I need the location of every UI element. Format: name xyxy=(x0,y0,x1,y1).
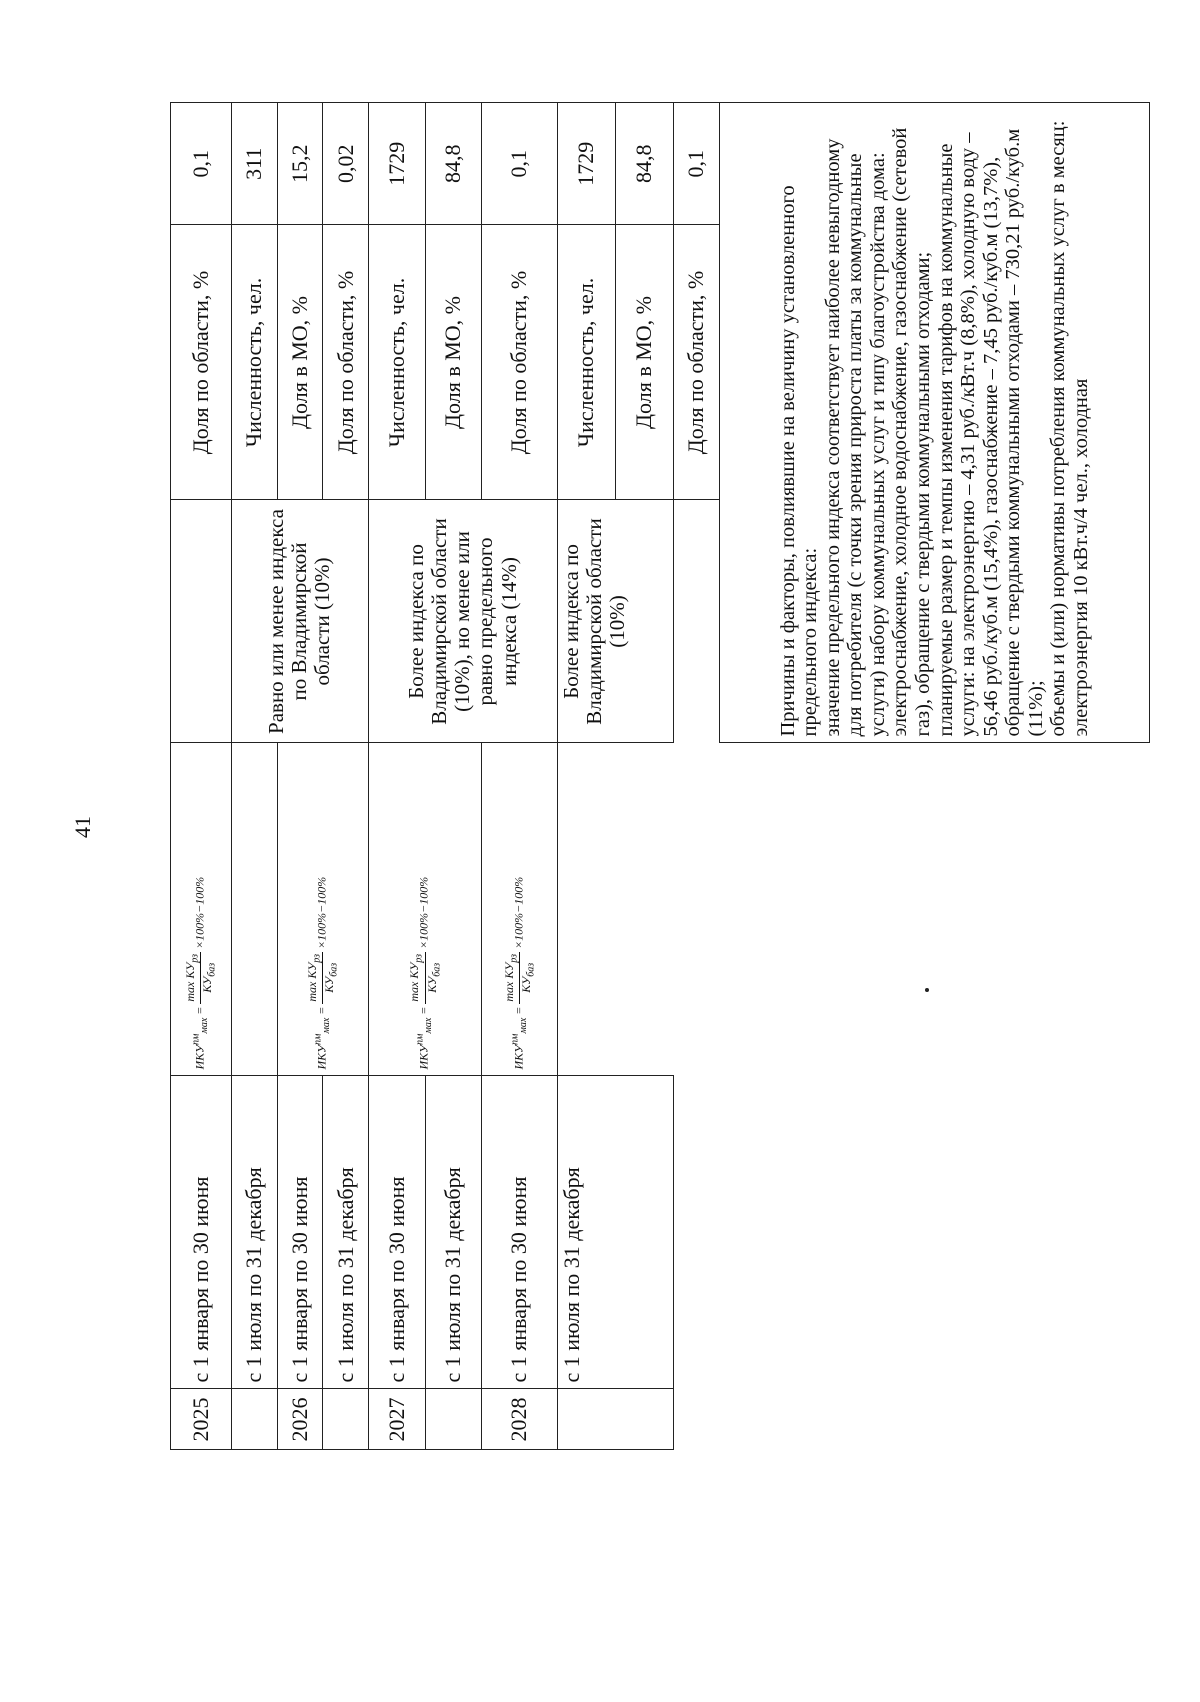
criteria-cell: Более индекса по Владимирской области (10%), но менее или равно предельного индекса (14%) xyxy=(368,500,557,743)
tariff-index-table xyxy=(170,102,1150,1462)
metric-value: 0,02 xyxy=(323,103,369,226)
period-cell: с 1 января по 30 июня xyxy=(277,1076,323,1389)
year-cell: 2028 xyxy=(482,1389,557,1450)
blank-cell xyxy=(720,1076,1150,1389)
page-number: 41 xyxy=(70,816,95,838)
metric-value: 0,1 xyxy=(171,103,232,226)
year-cell: 2025 xyxy=(171,1389,232,1450)
reasons-line: значение предельного индекса соответствует наиболее невыгодному для потребителя (с точки зрения прироста платы за коммунальные услуги) набору коммунальных услуг и типу благоустройства дома: электроснабжение, холодное водоснабжение, газоснабжение (сетевой газ), обращение с твердыми коммунальными отходами; xyxy=(821,127,934,737)
blank-cell xyxy=(720,1389,1150,1450)
period-cell: с 1 июля по 31 декабря xyxy=(557,1076,673,1389)
criteria-cell: Равно или менее индекса по Владимирской области (10%) xyxy=(231,500,368,743)
metric-value: 84,8 xyxy=(425,103,482,226)
metric-value: 0,1 xyxy=(482,103,557,226)
blank-cell xyxy=(674,1450,720,1462)
metric-label: Доля по области, % xyxy=(674,225,720,500)
table-row xyxy=(171,103,232,1463)
metric-label: Доля в МО, % xyxy=(615,225,673,500)
blank-cell xyxy=(674,1389,720,1450)
formula-cell: $ИКУ^{пм}_{мах}$ = $\max КУ_{рз}$ $КУ_{баз}$ ×100%−100% xyxy=(368,743,481,1076)
metric-label: Доля в МО, % xyxy=(277,225,323,500)
metric-label: Доля в МО, % xyxy=(425,225,482,500)
year-cell: 2026 xyxy=(277,1389,323,1450)
criteria-cell-empty xyxy=(171,500,232,743)
table-row xyxy=(368,103,425,1463)
blank-cell xyxy=(674,500,720,743)
blank-cell xyxy=(674,1076,720,1389)
period-cell: с 1 января по 30 июня xyxy=(368,1076,425,1389)
year-cell: 2027 xyxy=(368,1389,425,1450)
formula-cell: $ИКУ^{пм}_{мах}$ = $\max КУ_{рз}$ $КУ_{баз}$ ×100%−100% xyxy=(171,743,232,1076)
period-cell: с 1 июля по 31 декабря xyxy=(323,1076,369,1389)
metric-value: 311 xyxy=(231,103,277,226)
reasons-line: объемы и (или) нормативы потребления коммунальных услуг в месяц: электроэнергия 10 кВт.ч/4 чел., холодная xyxy=(1047,120,1092,737)
metric-label: Численность, чел. xyxy=(231,225,277,500)
period-cell: с 1 января по 30 июня xyxy=(482,1076,557,1389)
formula-cell-empty xyxy=(557,743,673,1076)
formula-cell-empty xyxy=(231,743,277,1076)
blank-column xyxy=(171,1450,674,1462)
table-row xyxy=(482,103,557,1463)
year-cell xyxy=(557,1389,673,1450)
metric-label: Численность, чел. xyxy=(368,225,425,500)
metric-label: Численность, чел. xyxy=(557,225,615,500)
blank-cell xyxy=(720,1450,1150,1462)
table-row xyxy=(277,103,323,1463)
metric-value: 15,2 xyxy=(277,103,323,226)
period-cell: с 1 января по 30 июня xyxy=(171,1076,232,1389)
reasons-cell xyxy=(720,103,1150,744)
reasons-line: планируемые размер и темпы изменения тарифов на коммунальные услуги: на электроэнергию – 4,31 руб./кВт.ч (8,8%), холодную воду – 56,46 руб./куб.м (15,4%), газоснабжение – 7,45 руб./куб.м (13,7%), обращение с твердыми коммунальными отходами – 730,21 руб./куб.м (11%); xyxy=(934,128,1047,737)
blank-cell xyxy=(674,743,720,1076)
reasons-heading: Причины и факторы, повлиявшие на величину установленного предельного индекса: xyxy=(776,185,822,737)
metric-label: Доля по области, % xyxy=(171,225,232,500)
period-cell: с 1 июля по 31 декабря xyxy=(425,1076,482,1389)
metric-label: Доля по области, % xyxy=(482,225,557,500)
table-row xyxy=(557,103,615,1463)
table-row xyxy=(674,103,720,1463)
formula-cell: $ИКУ^{пм}_{мах}$ = $\max КУ_{рз}$ $КУ_{баз}$ ×100%−100% xyxy=(277,743,368,1076)
period-cell: с 1 июля по 31 декабря xyxy=(231,1076,277,1389)
metric-value: 84,8 xyxy=(615,103,673,226)
blank-cell xyxy=(720,743,1150,1076)
year-cell xyxy=(323,1389,369,1450)
metric-label: Доля по области, % xyxy=(323,225,369,500)
year-cell xyxy=(231,1389,277,1450)
metric-value: 1729 xyxy=(557,103,615,226)
criteria-cell: Более индекса по Владимирской области (10%) xyxy=(557,500,673,743)
year-cell xyxy=(425,1389,482,1450)
metric-value: 0,1 xyxy=(674,103,720,226)
table-row xyxy=(720,103,1150,1463)
formula-cell: $ИКУ^{пм}_{мах}$ = $\max КУ_{рз}$ $КУ_{баз}$ ×100%−100% xyxy=(482,743,557,1076)
metric-value: 1729 xyxy=(368,103,425,226)
table-row xyxy=(231,103,277,1463)
